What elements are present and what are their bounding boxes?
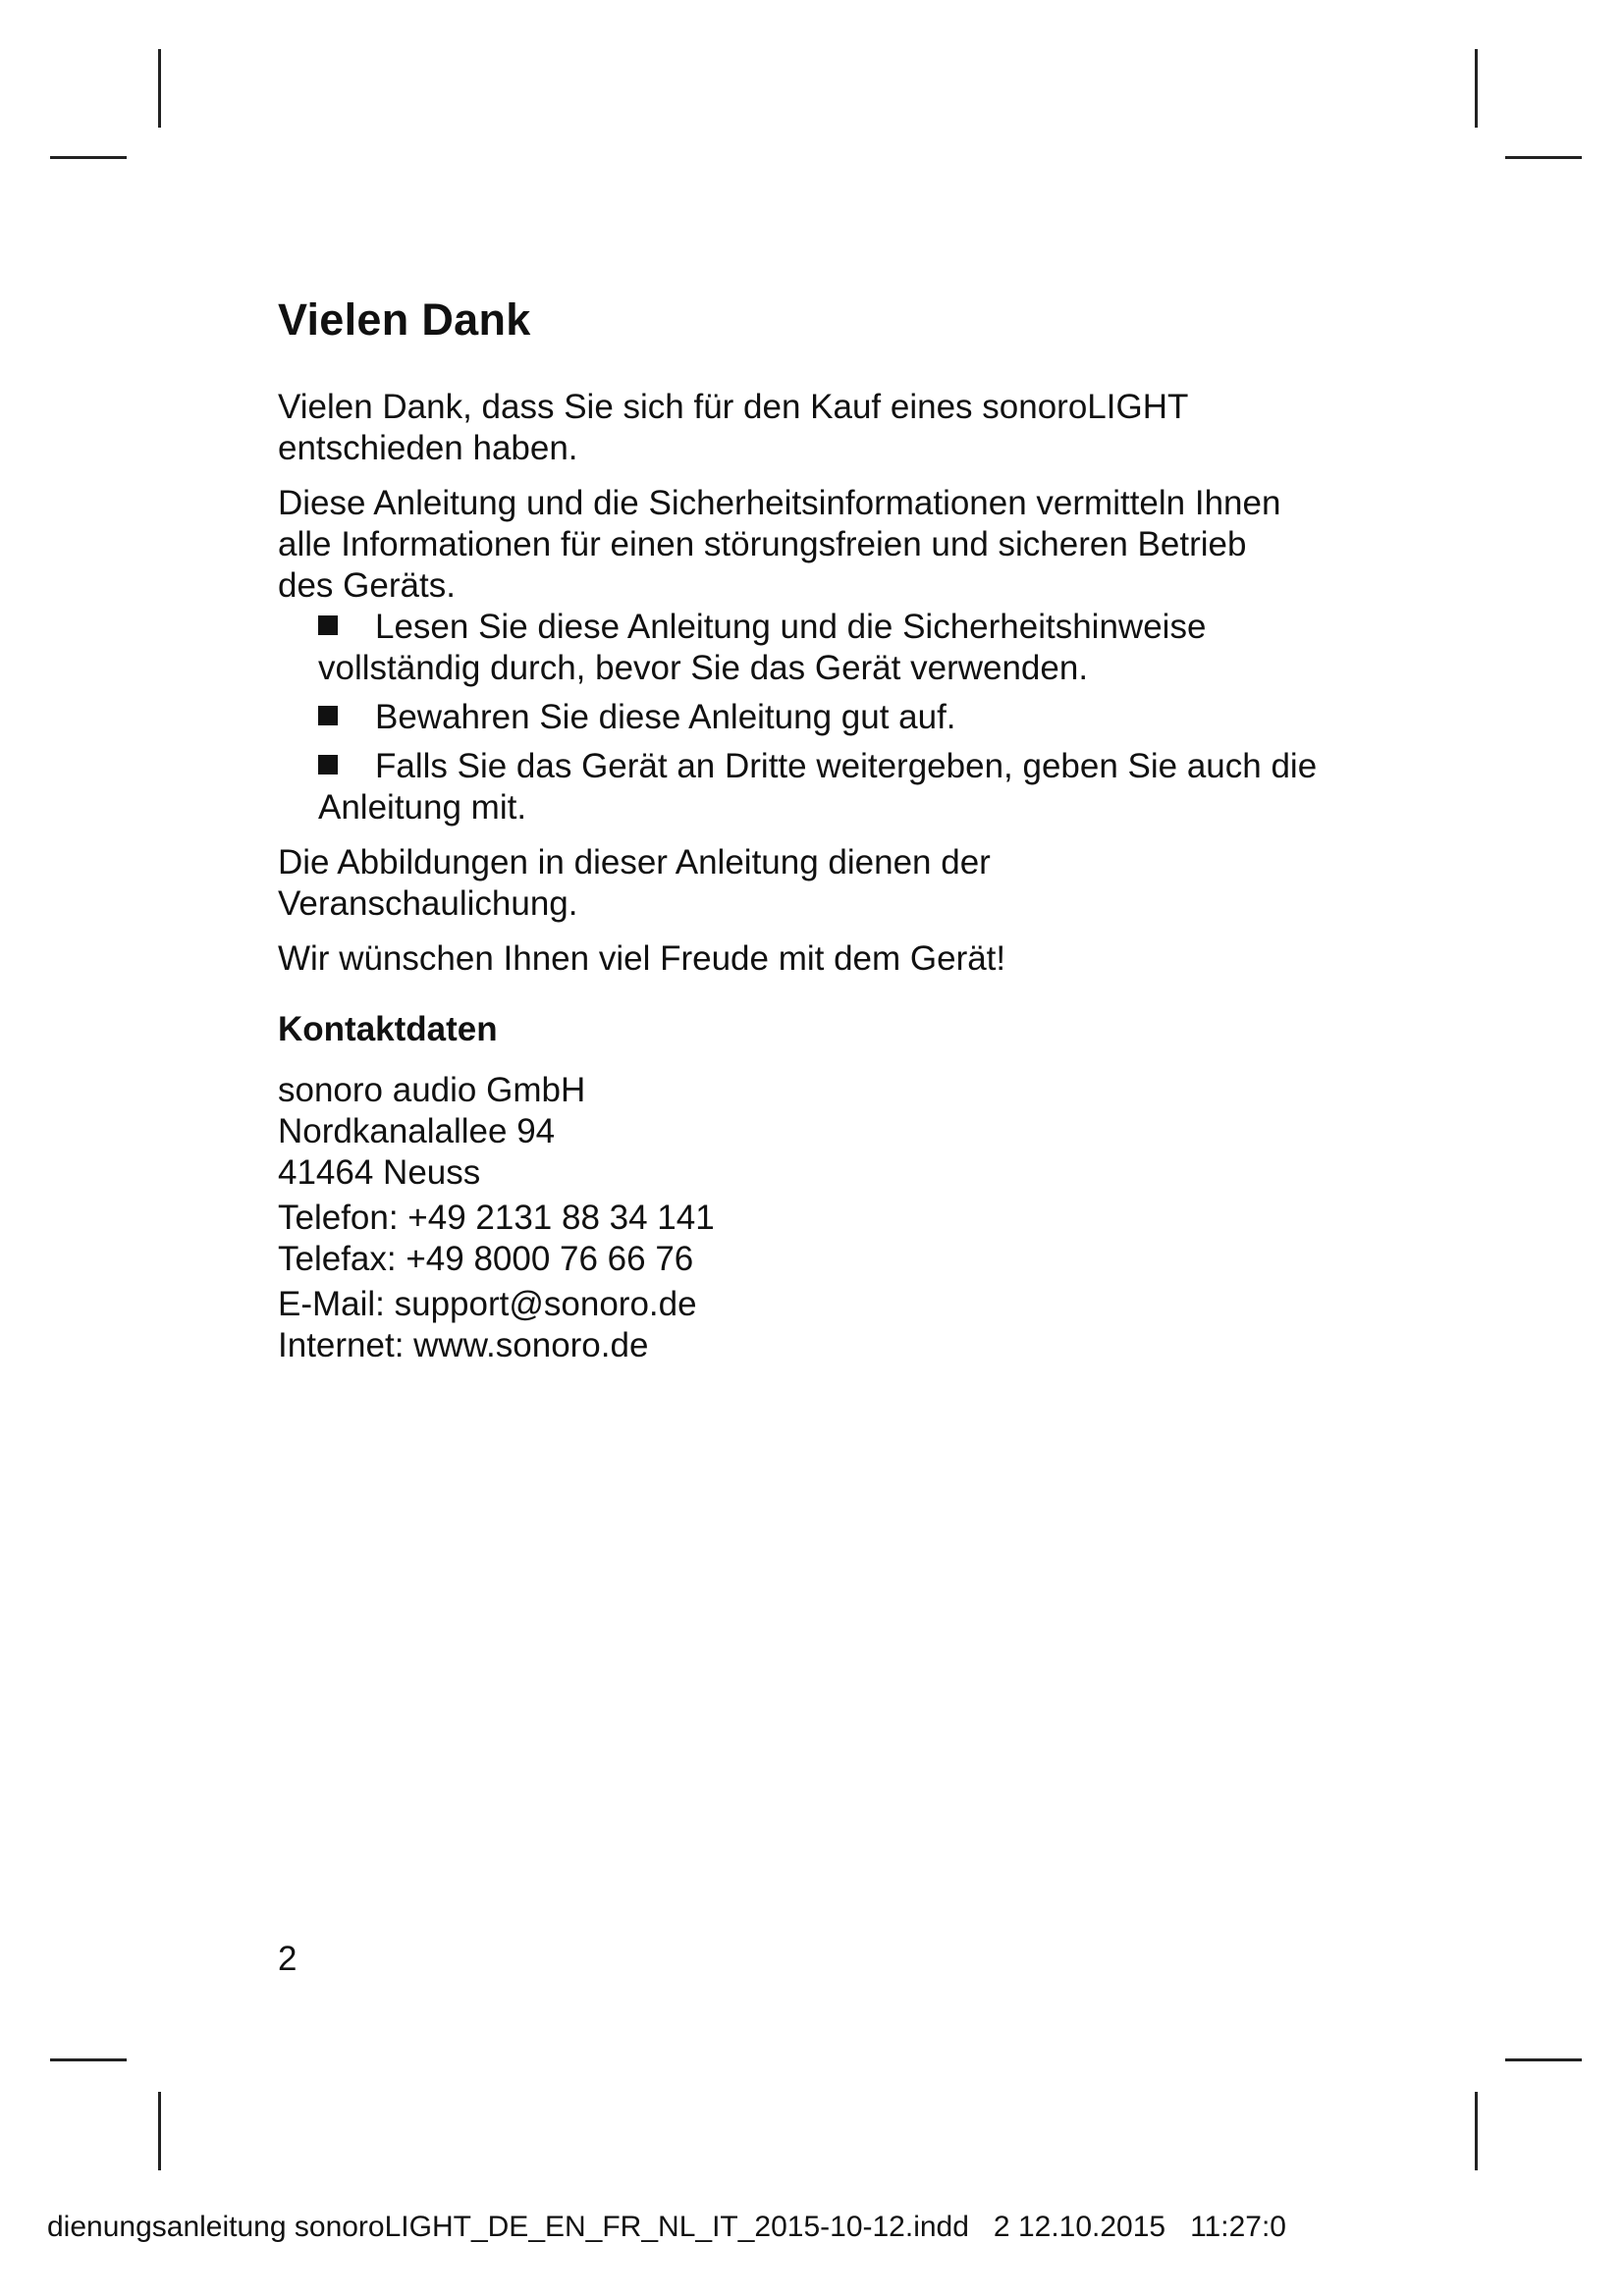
crop-mark-bottom-right-vertical [1475,2092,1478,2170]
email-address: E-Mail: support@sonoro.de [278,1285,697,1323]
closing-line: Wir wünschen Ihnen viel Freude mit dem Gerät! [278,939,1006,978]
crop-mark-top-right-vertical [1475,49,1478,128]
crop-mark-bottom-right-horizontal [1505,2058,1582,2061]
page-number: 2 [278,1940,298,1978]
square-bullet-icon [318,755,338,774]
list-item [318,607,1359,689]
list-item [318,746,1379,828]
square-bullet-icon [318,615,338,635]
website: Internet: www.sonoro.de [278,1326,649,1364]
intro-paragraph: Vielen Dank, dass Sie sich für den Kauf eines sonoroLIGHT entschieden haben. [278,388,1188,467]
contact-heading: Kontaktdaten [278,1010,498,1048]
instruction-list [278,607,1387,828]
list-item-text: Lesen Sie diese Anleitung und die Sicherheitshinweise vollständig durch, bevor Sie das Gerät verwenden. [318,608,1207,687]
list-item-text: Falls Sie das Gerät an Dritte weitergeben, geben Sie auch die Anleitung mit. [318,747,1318,827]
street-address: Nordkanalallee 94 [278,1112,556,1150]
crop-mark-bottom-left-horizontal [50,2058,127,2061]
crop-mark-top-right-horizontal [1505,156,1582,159]
fax-number: Telefax: +49 8000 76 66 76 [278,1240,694,1278]
list-item-text: Bewahren Sie diese Anleitung gut auf. [375,698,956,736]
list-item [318,697,1387,738]
print-slug: dienungsanleitung sonoroLIGHT_DE_EN_FR_NL_IT_2015-10-12.indd 2 12.10.2015 11:27:0 [47,2211,1286,2243]
contact-details [278,1070,1387,1366]
company-name: sonoro audio GmbH [278,1071,586,1109]
page-content [278,293,1387,1366]
city-address: 41464 Neuss [278,1153,481,1192]
crop-mark-bottom-left-vertical [158,2092,161,2170]
illustration-note: Die Abbildungen in dieser Anleitung dienen der Veranschaulichung. [278,843,991,923]
crop-mark-top-left-vertical [158,49,161,128]
phone-number: Telefon: +49 2131 88 34 141 [278,1199,715,1237]
square-bullet-icon [318,706,338,725]
crop-mark-top-left-horizontal [50,156,127,159]
page-title: Vielen Dank [278,294,531,345]
intro-paragraph: Diese Anleitung und die Sicherheitsinformationen vermitteln Ihnen alle Informationen für einen störungsfreien und sicheren Betrieb des Geräts. [278,484,1281,605]
